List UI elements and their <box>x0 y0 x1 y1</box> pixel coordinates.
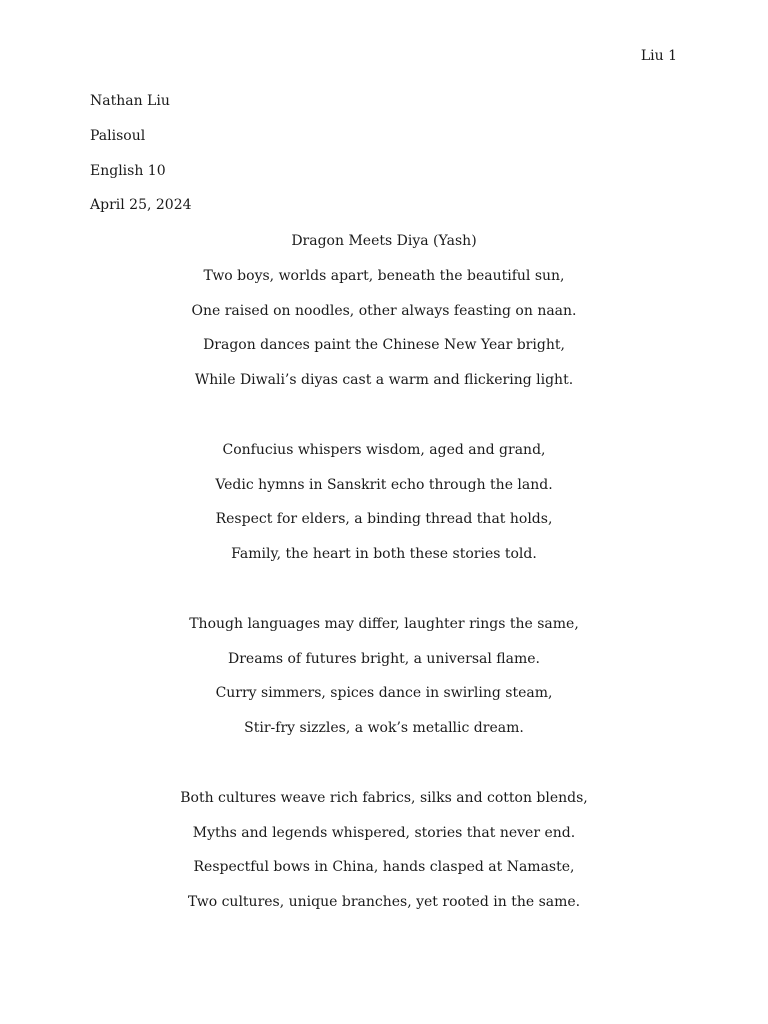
teacher-name: Palisoul <box>90 127 146 144</box>
poem-line: Respect for elders, a binding thread that holds, <box>215 511 553 528</box>
author-name: Nathan Liu <box>90 93 170 109</box>
poem-line: Dragon dances paint the Chinese New Year bright, <box>203 337 565 354</box>
stanza-break <box>0 754 768 789</box>
poem-line: Curry simmers, spices dance in swirling steam, <box>215 685 553 702</box>
poem-line: Myths and legends whispered, stories that never end. <box>192 824 576 841</box>
poem-line: One raised on noodles, other always feasting on naan. <box>191 302 577 319</box>
poem-line: Respectful bows in China, hands clasped at Namaste, <box>193 859 575 876</box>
stanza-break <box>0 580 768 615</box>
poem-line: Confucius whispers wisdom, aged and grand, <box>222 441 546 458</box>
poem-line: Both cultures weave rich fabrics, silks and cotton blends, <box>180 789 588 806</box>
poem-line: Vedic hymns in Sanskrit echo through the land. <box>215 476 553 493</box>
stanza-4 <box>0 789 768 928</box>
mla-heading <box>90 92 192 231</box>
poem-line: Two boys, worlds apart, beneath the beautiful sun, <box>203 267 565 284</box>
running-head: Liu 1 <box>640 48 677 64</box>
document-date: April 25, 2024 <box>90 197 192 214</box>
poem-line: Stir-fry sizzles, a wok’s metallic dream. <box>244 720 524 737</box>
poem-title: Dragon Meets Diya (Yash) <box>291 233 477 249</box>
poem <box>0 232 768 928</box>
poem-line: Dreams of futures bright, a universal flame. <box>228 650 540 667</box>
stanza-break <box>0 406 768 441</box>
poem-line: While Diwali’s diyas cast a warm and flickering light. <box>194 372 574 389</box>
poem-line: Two cultures, unique branches, yet rooted in the same. <box>187 894 581 911</box>
stanza-3 <box>0 615 768 754</box>
poem-line: Family, the heart in both these stories told. <box>231 546 537 563</box>
stanza-1 <box>0 267 768 406</box>
poem-line: Though languages may differ, laughter rings the same, <box>189 615 579 632</box>
stanza-2 <box>0 441 768 580</box>
course-name: English 10 <box>90 162 166 179</box>
